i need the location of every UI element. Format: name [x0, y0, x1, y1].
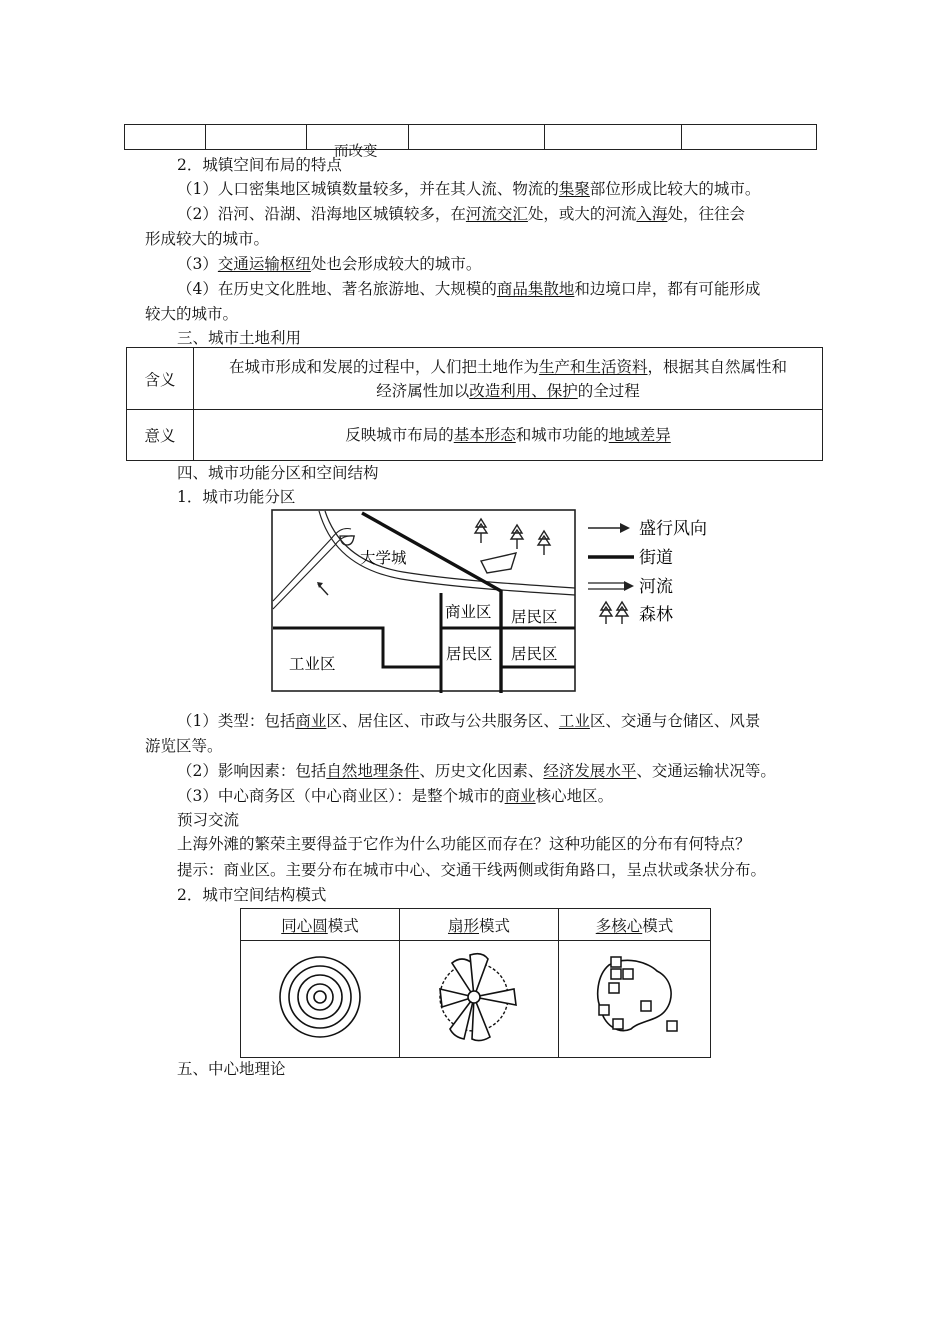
concentric-circles-icon — [275, 952, 365, 1042]
residential-label: 居民区 — [511, 645, 558, 663]
factors-paragraph: （2）影响因素：包括自然地理条件、历史文化因素、经济发展水平、交通运输状况等。 — [177, 762, 776, 780]
type-paragraph: （1）类型：包括商业区、居住区、市政与公共服务区、工业区、交通与仓储区、风景 — [177, 712, 761, 730]
feature-paragraph-1: （1）人口密集地区城镇数量较多，并在其人流、物流的集聚部位形成比较大的城市。 — [177, 180, 761, 198]
map-legend — [586, 512, 726, 624]
legend-wind — [588, 519, 707, 539]
meaning-label: 含义 — [127, 348, 194, 410]
concentric-model-figure — [241, 941, 400, 1058]
subsection-1-heading: 1．城市功能分区 — [177, 488, 296, 506]
significance-content: 反映城市布局的基本形态和城市功能的地域差异 — [194, 410, 823, 461]
meaning-content: 在城市形成和发展的过程中，人们把土地作为生产和生活资料，根据其自然属性和 经济属性加以改造利用、保护的全过程 — [194, 348, 823, 410]
multiple-nuclei-icon — [587, 949, 683, 1045]
legend-river-label: 河流 — [639, 577, 673, 597]
preview-question: 上海外滩的繁荣主要得益于它作为什么功能区而存在？这种功能区的分布有何特点？ — [177, 835, 751, 853]
feature-paragraph-2: （2）沿河、沿湖、沿海地区城镇较多，在河流交汇处，或大的河流入海处，往往会 — [177, 205, 745, 223]
land-use-table — [126, 347, 823, 461]
legend-street-label: 街道 — [639, 548, 673, 568]
industrial-label: 工业区 — [289, 655, 336, 673]
structure-models-table — [240, 908, 711, 1058]
previous-table-last-row — [124, 124, 817, 150]
multiple-nuclei-model-figure — [559, 941, 711, 1058]
section-3-heading: 三、城市土地利用 — [177, 329, 302, 347]
legend-forest — [600, 602, 673, 624]
residential-label: 居民区 — [446, 645, 493, 663]
legend-river — [588, 577, 673, 597]
feature-paragraph-3: （3）交通运输枢纽处也会形成较大的城市。 — [177, 255, 482, 273]
legend-forest-label: 森林 — [639, 605, 673, 624]
cbd-paragraph: （3）中心商务区（中心商业区）：是整个城市的商业核心地区。 — [177, 787, 614, 805]
legend-wind-label: 盛行风向 — [639, 519, 707, 539]
feature-paragraph-4: （4）在历史文化胜地、著名旅游地、大规模的商品集散地和边境口岸，都有可能形成 — [177, 280, 761, 298]
multiple-nuclei-model-header: 多核心模式 — [559, 909, 711, 941]
section-5-heading: 五、中心地理论 — [177, 1060, 286, 1078]
section-4-heading: 四、城市功能分区和空间结构 — [177, 464, 379, 482]
forest-icon — [600, 602, 628, 624]
legend-street — [588, 548, 673, 568]
sector-fan-icon — [434, 949, 524, 1045]
preview-answer: 提示：商业区。主要分布在城市中心、交通干线两侧或街角路口，呈点状或条状分布。 — [177, 861, 767, 879]
residential-label: 居民区 — [511, 608, 558, 626]
sector-model-figure — [400, 941, 559, 1058]
feature-paragraph-4-cont: 较大的城市。 — [145, 305, 239, 323]
type-paragraph-cont: 游览区等。 — [145, 737, 223, 755]
section-2-heading: 2．城镇空间布局的特点 — [177, 156, 342, 174]
sector-model-header: 扇形模式 — [400, 909, 559, 941]
commercial-label: 商业区 — [445, 603, 492, 621]
feature-paragraph-2-cont: 形成较大的城市。 — [145, 230, 270, 248]
table-fragment-text: 而改变 — [334, 144, 378, 160]
university-label: 大学城 — [360, 549, 407, 567]
city-zone-map — [271, 509, 577, 693]
subsection-2-heading: 2．城市空间结构模式 — [177, 886, 327, 904]
preview-title: 预习交流 — [177, 811, 240, 829]
significance-label: 意义 — [127, 410, 194, 461]
concentric-model-header: 同心圆模式 — [241, 909, 400, 941]
